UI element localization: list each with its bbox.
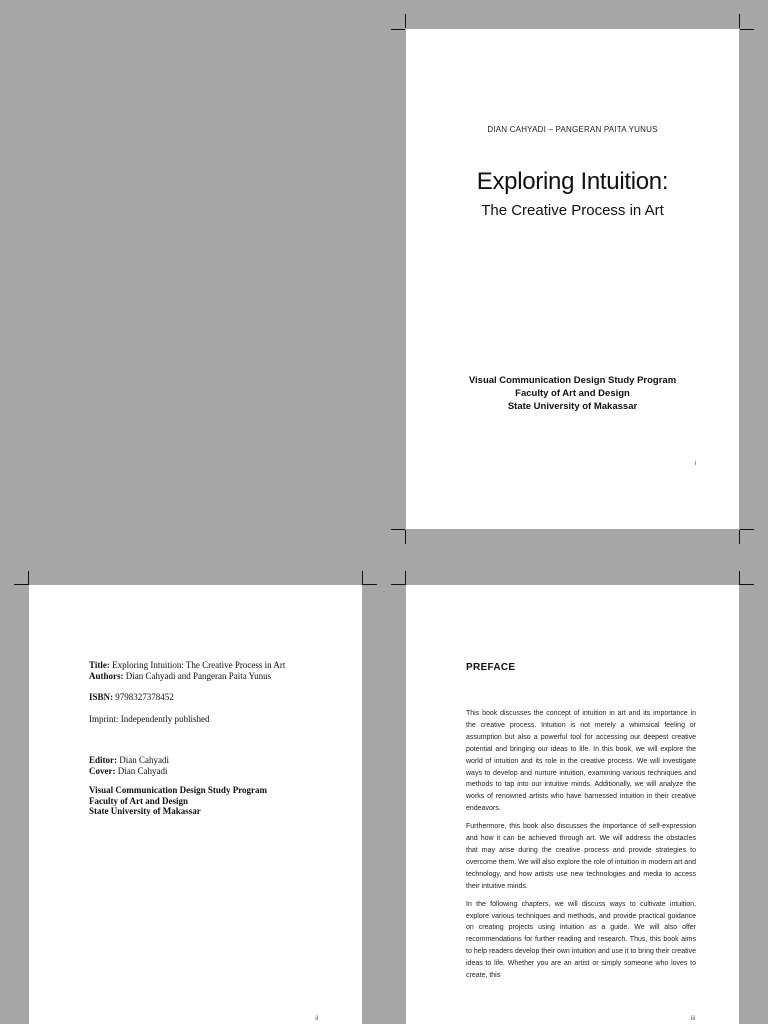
crop-mark [391, 29, 405, 30]
crop-mark [740, 584, 754, 585]
authors-label: Authors: [89, 670, 124, 681]
editor-line [89, 755, 339, 766]
crop-mark [391, 529, 405, 530]
crop-mark [740, 29, 754, 30]
copyright-block [89, 660, 339, 817]
title-page-affiliation [406, 374, 739, 413]
preface-page [406, 585, 739, 1024]
crop-mark [739, 530, 740, 544]
preface-body [466, 708, 696, 988]
isbn-value: 9798327378452 [115, 692, 174, 702]
authors-line [89, 671, 339, 682]
preface-paragraph: Furthermore, this book also discusses the importance of self-expression and how it can be achieved through art. We will address the obstacles that may arise during the creative process and provide strategies to overcome them. We will also explore the role of intuition in modern art and technology, and how artists use new technologies and media to access their intuitive minds. [466, 823, 696, 890]
crop-mark [740, 529, 754, 530]
title-page-authors: DIAN CAHYADI – PANGERAN PAITA YUNUS [487, 125, 658, 134]
page-number: iii [691, 1016, 695, 1022]
affiliation-line: Faculty of Art and Design [89, 795, 188, 806]
title-page [406, 29, 739, 529]
affiliation-line: State University of Makassar [507, 401, 638, 412]
crop-mark [739, 14, 740, 28]
page-number: ii [315, 1016, 318, 1022]
crop-mark [739, 571, 740, 585]
crop-mark [405, 571, 406, 585]
crop-mark [28, 571, 29, 585]
preface-heading: PREFACE [466, 662, 516, 673]
crop-mark [405, 530, 406, 544]
book-title: Exploring Intuition: [476, 168, 669, 195]
crop-mark [362, 571, 363, 585]
editor-value: Dian Cahyadi [119, 755, 169, 765]
copyright-page [29, 585, 362, 1024]
title-label: Title: [89, 660, 110, 670]
crop-mark [14, 584, 28, 585]
preface-paragraph: In the following chapters, we will discuss ways to cultivate intuition, explore various techniques and methods, and provide practical guidance on creating projects using intuition as a guide. We will also offer recommendations for further reading and research. Thus, this book aims to help readers develop their own intuition and use it to bring their creative ideas to life. Whether you are an artist or simply someone who loves to create, this [466, 900, 696, 980]
authors-value: Dian Cahyadi and Pangeran Paita Yunus [125, 670, 272, 681]
isbn-line [89, 692, 339, 703]
title-line [89, 660, 339, 671]
editor-label: Editor: [89, 755, 117, 765]
preface-paragraph: This book discusses the concept of intuition in art and its importance in the creative process. Intuition is not merely a whimsical feeling or assumption but also a powerful tool for accessing our deepest creative potential and bringing our ideas to life. In this book, we will explore the world of intuition and its role in the creative process. We will investigate ways to develop and nurture intuition, examining various techniques and methods to tap into our intuitive minds. Additionally, we will analyze the works of renowned artists who have harnessed intuition in their creative endeavors. [466, 710, 696, 813]
book-subtitle: The Creative Process in Art [481, 202, 664, 219]
isbn-label: ISBN: [89, 692, 114, 702]
crop-mark [405, 14, 406, 28]
page-number: i [694, 461, 696, 467]
cover-label: Cover: [89, 765, 116, 776]
crop-mark [363, 584, 377, 585]
title-value: Exploring Intuition: The Creative Process in Art [112, 660, 286, 670]
affiliation-line: State University of Makassar [89, 806, 201, 816]
imprint-line: Imprint: Independently published [89, 713, 210, 724]
affiliation-line: Visual Communication Design Study Program [468, 375, 677, 386]
affiliation-line: Faculty of Art and Design [515, 388, 630, 399]
cover-line [89, 766, 339, 777]
affiliation-line: Visual Communication Design Study Program [89, 785, 268, 795]
crop-mark [391, 584, 405, 585]
cover-value: Dian Cahyadi [117, 765, 168, 776]
